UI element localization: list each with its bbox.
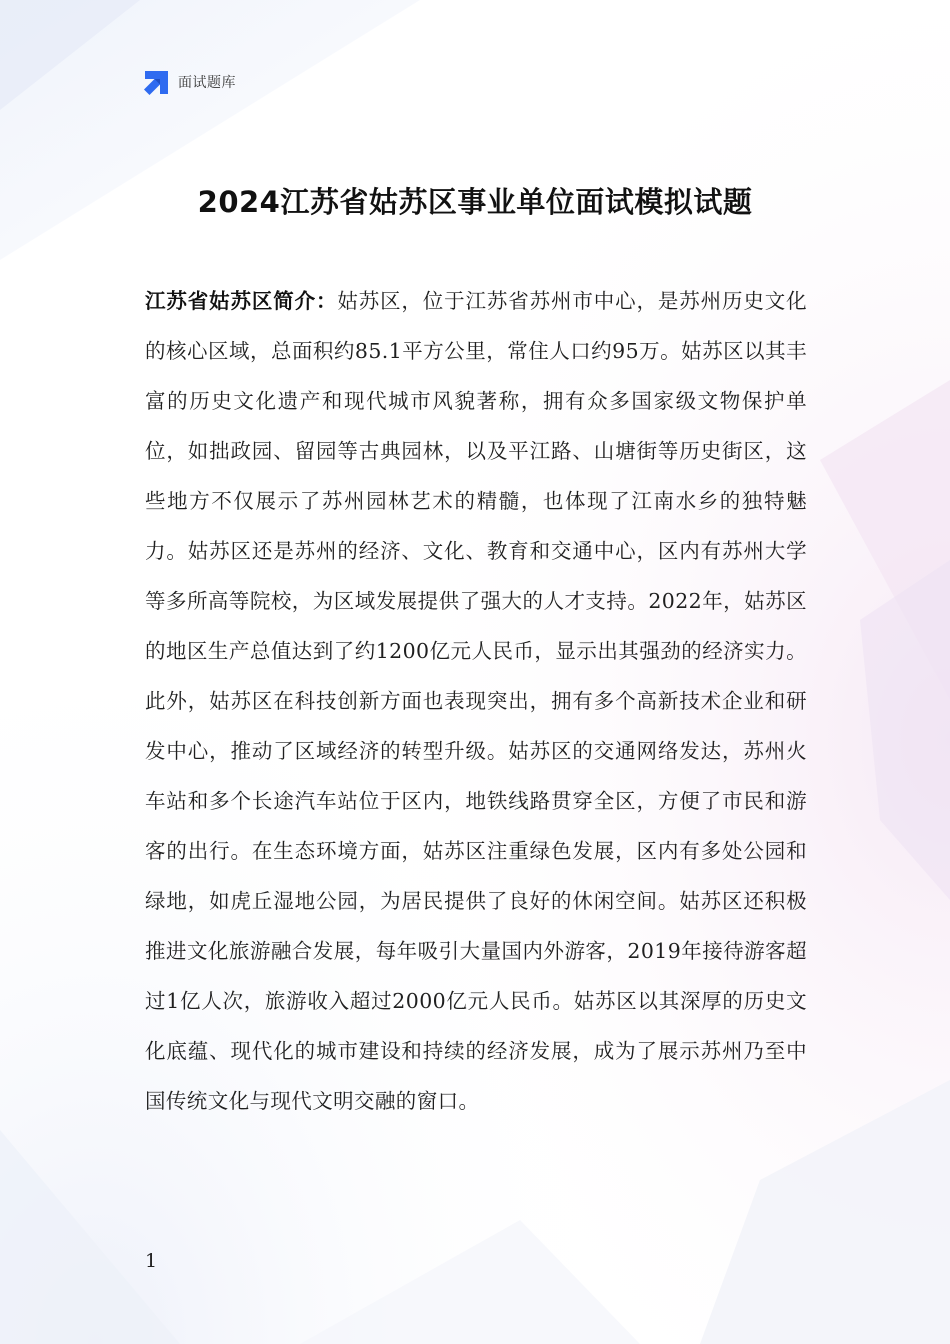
- intro-text: 姑苏区，位于江苏省苏州市中心，是苏州历史文化的核心区域，总面积约85.1平方公里，常住人口约95万。姑苏区以其丰富的历史文化遗产和现代城市风貌著称，拥有众多国家级文物保护单位，如拙政园、留园等古典园林，以及平江路、山塘街等历史街区，这些地方不仅展示了苏州园林艺术的精髓，也体现了江南水乡的独特魅力。姑苏区还是苏州的经济、文化、教育和交通中心，区内有苏州大学等多所高等院校，为区域发展提供了强大的人才支持。2022年，姑苏区的地区生产总值达到了约1200亿元人民币，显示出其强劲的经济实力。此外，姑苏区在科技创新方面也表现突出，拥有多个高新技术企业和研发中心，推动了区域经济的转型升级。姑苏区的交通网络发达，苏州火车站和多个长途汽车站位于区内，地铁线路贯穿全区，方便了市民和游客的出行。在生态环境方面，姑苏区注重绿色发展，区内有多处公园和绿地，如虎丘湿地公园，为居民提供了良好的休闲空间。姑苏区还积极推进文化旅游融合发展，每年吸引大量国内外游客，2019年接待游客超过1亿人次，旅游收入超过2000亿元人民币。姑苏区以其深厚的历史文化底蕴、现代化的城市建设和持续的经济发展，成为了展示苏州乃至中国传统文化与现代文明交融的窗口。: [145, 289, 807, 1113]
- intro-label: 江苏省姑苏区简介：: [145, 289, 338, 313]
- header: [143, 68, 236, 96]
- intro-paragraph: [145, 276, 807, 1126]
- page-number: 1: [145, 1250, 158, 1272]
- arrow-up-right-icon: [143, 69, 170, 96]
- document-title: 2024江苏省姑苏区事业单位面试模拟试题: [197, 185, 753, 219]
- brand-label: 面试题库: [178, 75, 236, 91]
